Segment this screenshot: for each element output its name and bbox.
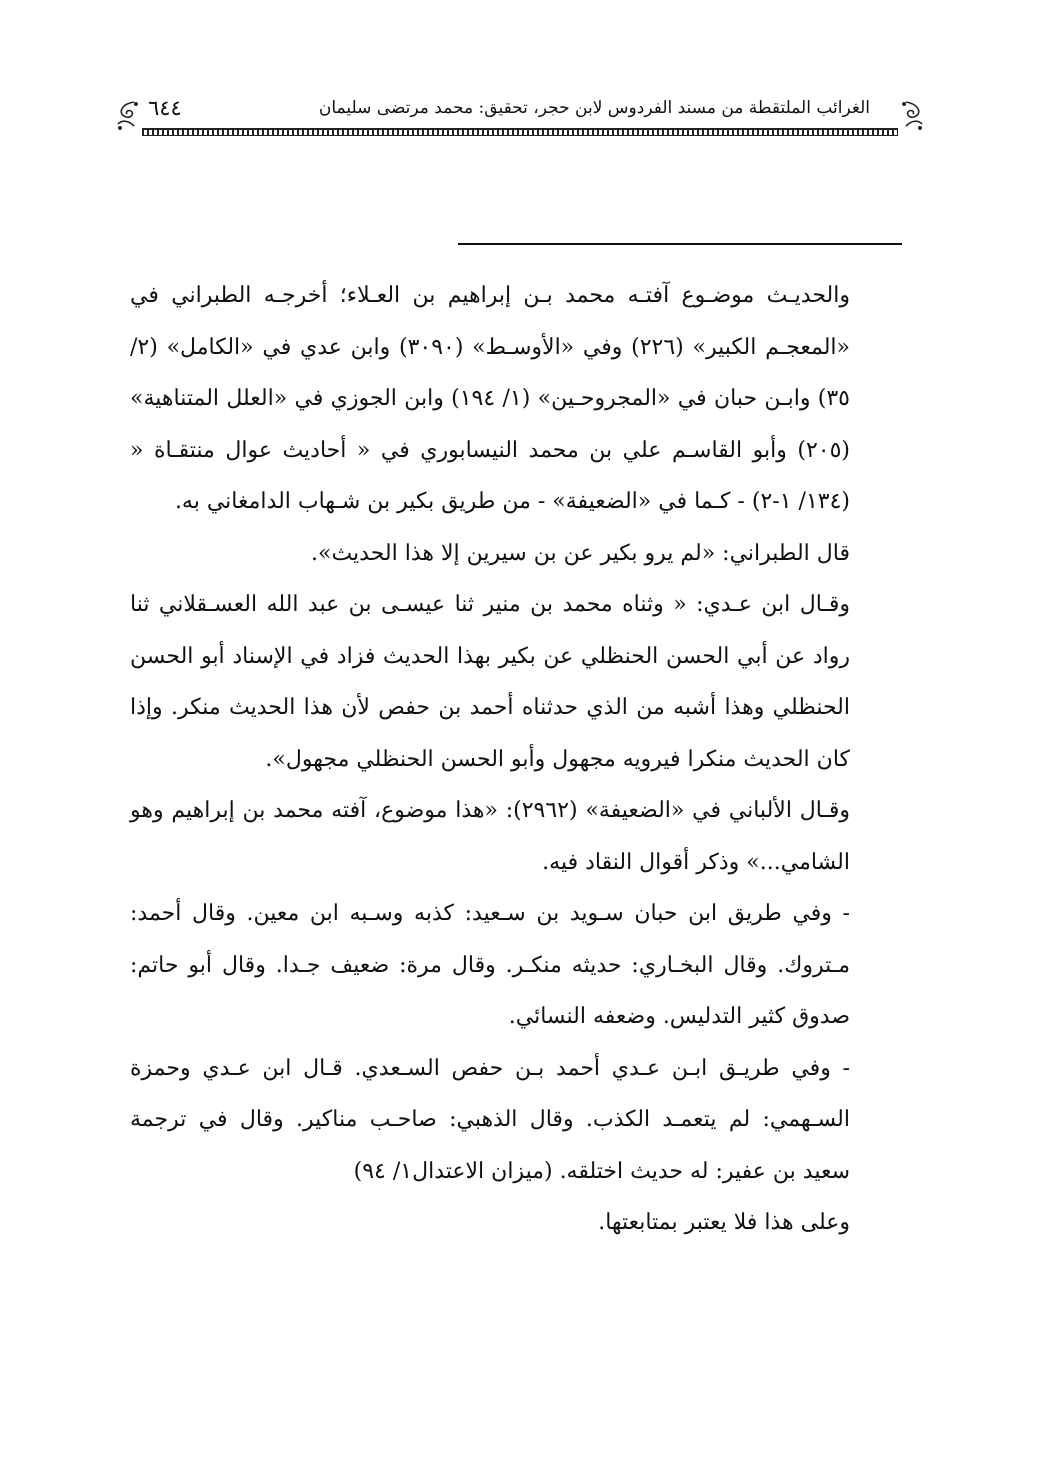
page-header [112,94,928,138]
paragraph-tabarani: قال الطبراني: «لم يرو بكير عن بن سيرين إلا هذا الحديث». [311,540,850,566]
ornament-left-icon [112,98,142,132]
ornament-right-icon [898,98,928,132]
paragraph-ibn-adi: وقـال ابن عـدي: « وثناه محمد بن منير ثنا عيسـى بن عبد الله العسـقلاني ثنا رواد عن أبي الحسن الحنظلي عن بكير بهذا الحديث فزاد في الإسناد أبو الحسن الحنظلي وهذا أشبه من الذي حدثناه أحمد بن حفص لأن هذا الحديث منكر. وإذا كان الحديث منكرا فيرويه مجهول وأبو الحسن الحنظلي مجهول». [130,592,850,772]
paragraph-ahmad-bin-hafs: - وفي طريـق ابـن عـدي أحمد بـن حفص السـعدي. قـال ابن عـدي وحمزة السـهمي: لم يتعمـد الكذب. وقال الذهبي: صاحـب مناكير. وقال في ترجمة سعيد بن عفير: له حديث اختلقه. (ميزان الاعتدال١/ ٩٤) [130,1055,850,1184]
footnote-body [130,270,850,1249]
paragraph-conclusion: وعلى هذا فلا يعتبر بمتابعتها. [598,1210,850,1235]
header-divider [142,128,898,136]
paragraph-albani: وقـال الألباني في «الضعيفة» (٢٩٦٢): «هذا موضوع، آفته محمد بن إبراهيم وهو الشامي...» وذكر أقوال النقاد فيه. [130,798,850,875]
footnote-divider [458,243,902,245]
paragraph-hadith-sources: والحديـث موضـوع آفتـه محمد بـن إبراهيم بن العـلاء؛ أخرجـه الطبراني في «المعجـم الكبير» (٢٢٦) وفي «الأوسـط» (٣٠٩٠) وابن عدي في «الكامل» (٢/ ٣٥) وابـن حبان في «المجروحـين» (١/ ١٩٤) وابن الجوزي في «العلل المتناهية» (٢٠٥) وأبو القاسـم علي بن محمد النيسابوري في « أحاديث عوال منتقـاة « (١٣٤/ ١-٢) - كـما في «الضعيفة» - من طريق بكير بن شـهاب الدامغاني به. [130,283,850,514]
running-title: الغرائب الملتقطة من مسند الفردوس لابن حجر، تحقيق: محمد مرتضى سليمان [318,98,870,118]
page-number: ٦٤٤ [148,96,182,120]
paragraph-suwaid: - وفي طريق ابن حبان سـويد بن سـعيد: كذبه وسـبه ابن معين. وقال أحمد: مـتروك. وقال البخـاري: حديثه منكـر. وقال مرة: ضعيف جـدا. وقال أبو حاتم: صدوق كثير التدليس. وضعفه النسائي. [130,901,850,1029]
